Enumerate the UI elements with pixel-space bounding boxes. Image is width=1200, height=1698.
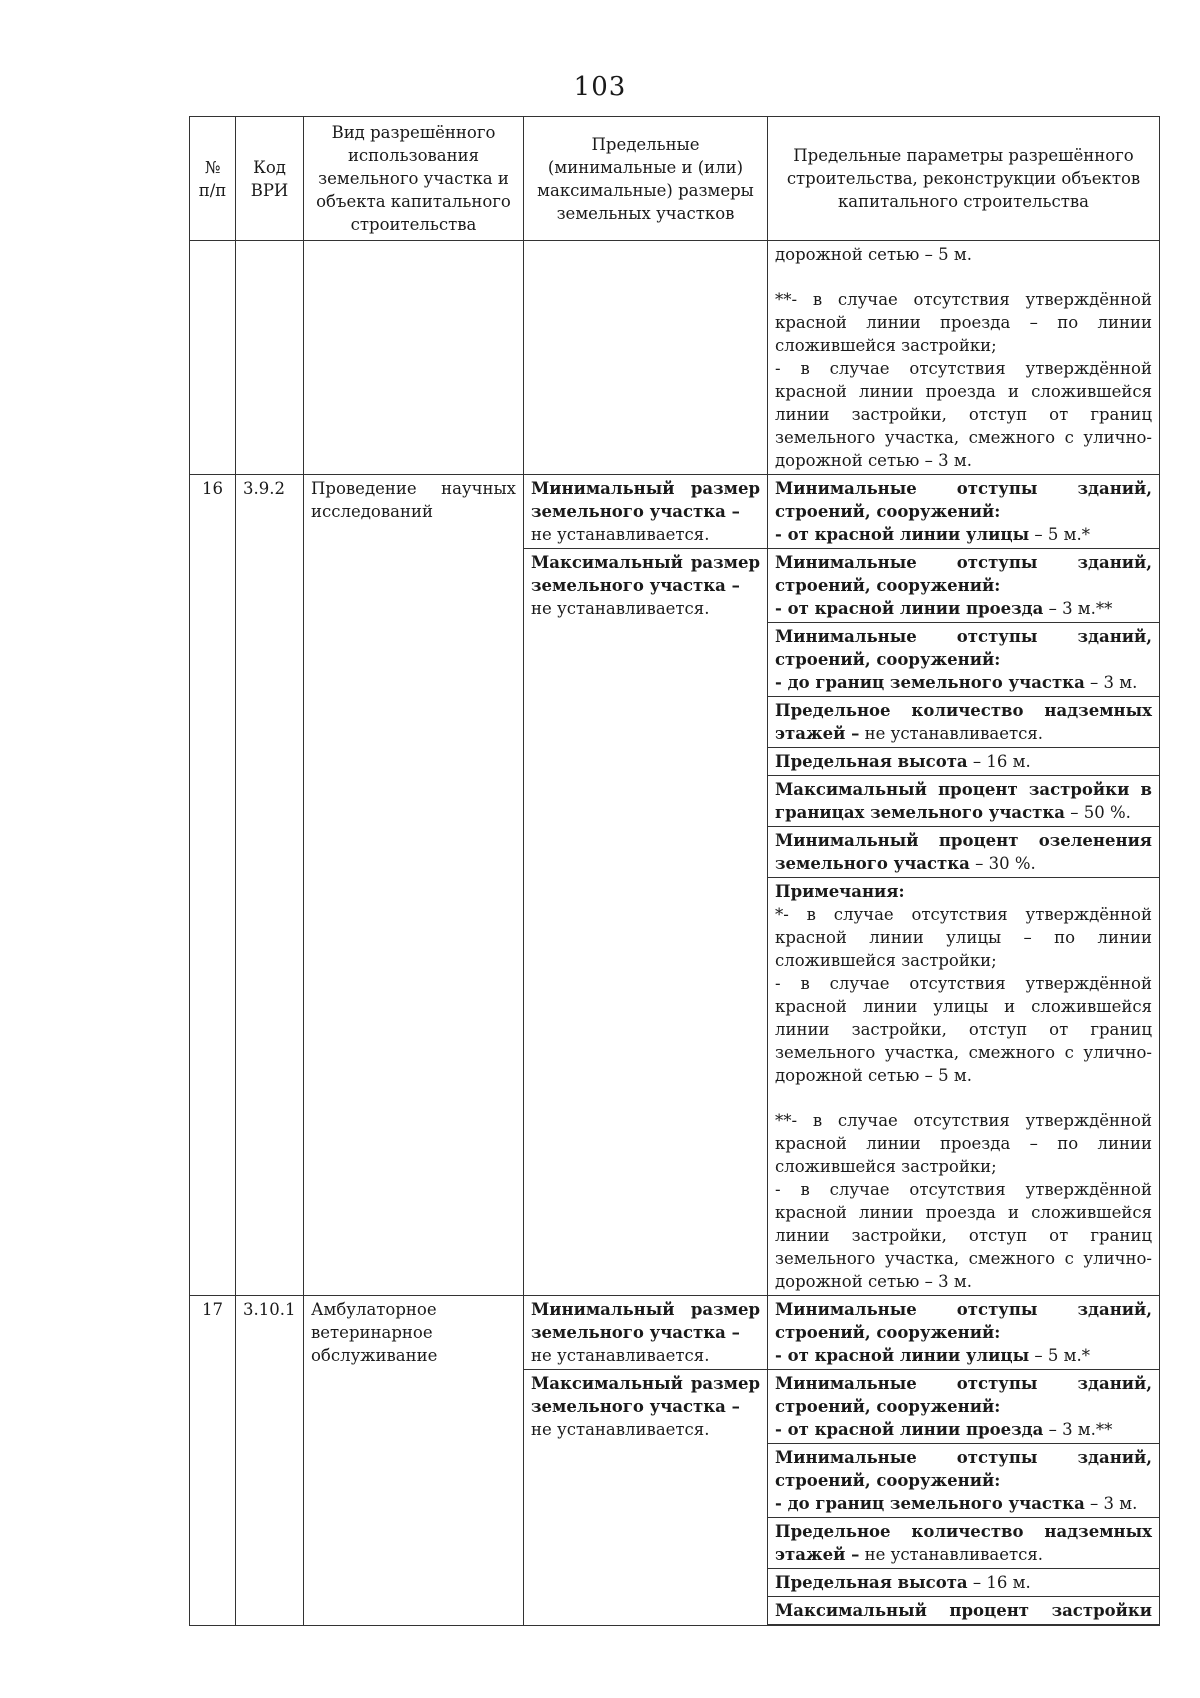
param-height: Предельная высота – 16 м. — [768, 1569, 1160, 1597]
param-greenery: Минимальный процент озеленения земельного участка – 30 %. — [768, 827, 1160, 878]
param-setback-passage: Минимальные отступы зданий, строений, сооружений: - от красной линии проезда – 3 м.** — [768, 549, 1160, 623]
notes: Примечания: *- в случае отсутствия утверждённой красной линии улицы – по линии сложившейся застройки; - в случае отсутствия утверждённой красной линии улицы и сложившейся линии застройки, отступ от границ земельного участка, смежного с улично-дорожной сетью – 5 м. **- в случае отсутствия утверждённой красной линии проезда – по линии сложившейся застройки; - в случае отсутствия утверждённой красной линии проезда и сложившейся линии застройки, отступ от границ земельного участка, смежного с улично-дорожной сетью – 3 м. — [768, 878, 1160, 1296]
row-code: 3.9.2 — [236, 475, 304, 1296]
row-use: Амбулаторное ветеринарное обслуживание — [304, 1296, 524, 1626]
page-number: 103 — [573, 72, 627, 102]
param-setback-street: Минимальные отступы зданий, строений, сооружений: - от красной линии улицы – 5 м.* — [768, 475, 1160, 549]
param-coverage: Максимальный процент застройки — [768, 1597, 1160, 1625]
min-size: Минимальный размер земельного участка – не устанавливается. — [524, 475, 768, 549]
row-use: Проведение научных исследований — [304, 475, 524, 1296]
max-size: Максимальный размер земельного участка – не устанавливается. — [524, 1370, 768, 1626]
param-floors: Предельное количество надземных этажей – не устанавливается. — [768, 697, 1160, 748]
header-code: Код ВРИ — [236, 117, 304, 241]
table-row — [190, 475, 1160, 549]
param-setback-boundary: Минимальные отступы зданий, строений, сооружений: - до границ земельного участка – 3 м. — [768, 623, 1160, 697]
param-floors: Предельное количество надземных этажей – не устанавливается. — [768, 1518, 1160, 1569]
param-setback-street: Минимальные отступы зданий, строений, сооружений: - от красной линии улицы – 5 м.* — [768, 1296, 1160, 1370]
param-setback-passage: Минимальные отступы зданий, строений, сооружений: - от красной линии проезда – 3 м.** — [768, 1370, 1160, 1444]
min-size: Минимальный размер земельного участка – не устанавливается. — [524, 1296, 768, 1370]
row-number: 16 — [190, 475, 236, 1296]
param-setback-boundary: Минимальные отступы зданий, строений, сооружений: - до границ земельного участка – 3 м. — [768, 1444, 1160, 1518]
table-row — [190, 1296, 1160, 1370]
zoning-table — [189, 116, 1160, 1626]
header-params: Предельные параметры разрешённого строительства, реконструкции объектов капитального строительства — [768, 117, 1160, 241]
max-size: Максимальный размер земельного участка – не устанавливается. — [524, 549, 768, 1296]
param-coverage: Максимальный процент застройки в границах земельного участка – 50 %. — [768, 776, 1160, 827]
continuation-notes: дорожной сетью – 5 м. **- в случае отсутствия утверждённой красной линии проезда – по линии сложившейся застройки; - в случае отсутствия утверждённой красной линии проезда и сложившейся линии застройки, отступ от границ земельного участка, смежного с улично-дорожной сетью – 3 м. — [768, 241, 1160, 475]
param-height: Предельная высота – 16 м. — [768, 748, 1160, 776]
table-header — [190, 117, 1160, 241]
header-use: Вид разрешённого использования земельного участка и объекта капитального строительства — [304, 117, 524, 241]
header-num: № п/п — [190, 117, 236, 241]
table-row-continuation — [190, 241, 1160, 475]
row-number: 17 — [190, 1296, 236, 1626]
row-code: 3.10.1 — [236, 1296, 304, 1626]
header-size: Предельные (минимальные и (или) максимальные) размеры земельных участков — [524, 117, 768, 241]
